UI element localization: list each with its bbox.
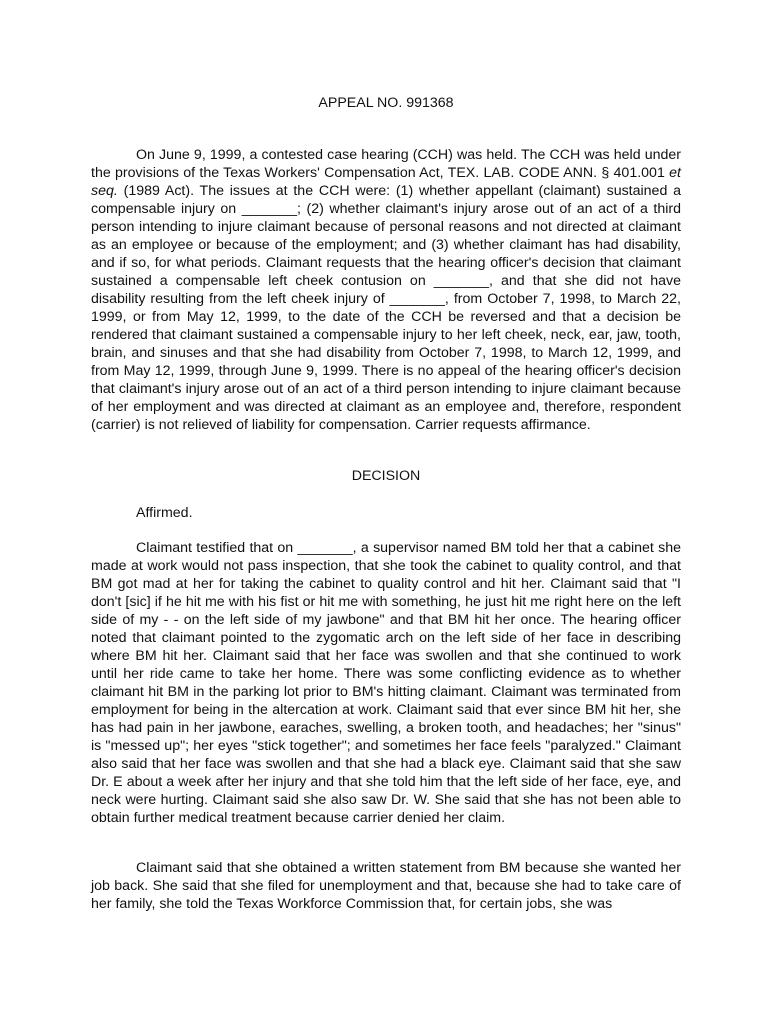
affirmed-text: Affirmed. <box>136 505 193 521</box>
paragraph-statement: Claimant said that she obtained a written statement from BM because she wanted her job back. She said that she filed for unemployment and that, because she had to take care of her family, she told the Texas Workforce Commission that, for certain jobs, she was <box>91 860 681 912</box>
paragraph-testimony: Claimant testified that on _______, a supervisor named BM told her that a cabinet she made at work would not pass inspection, that she took the cabinet to quality control, and that BM got mad at her for taking the cabinet to quality control and hit her. Claimant said that "I don't [sic] if he hit me with his fist or hit me with something, he just hit me right here on the left side of my - - on the left side of my jawbone" and that BM hit her once. The hearing officer noted that claimant pointed to the zygomatic arch on the left side of her face in describing where BM hit her. Claimant said that her face was swollen and that she continued to work until her ride came to take her home. There was some conflicting evidence as to whether claimant hit BM in the parking lot prior to BM's hitting claimant. Claimant was terminated from employment for being in the altercation at work. Claimant said that ever since BM hit her, she has had pain in her jawbone, earaches, swelling, a broken tooth, and headaches; her "sinus" is "messed up"; her eyes "stick together"; and sometimes her face feels "paralyzed." Claimant also said that her face was swollen and that she had a black eye. Claimant said that she saw Dr. E about a week after her injury and that she told him that the left side of her face, eye, and neck were hurting. Claimant said she also saw Dr. W. She said that she has not been able to obtain further medical treatment because carrier denied her claim. <box>91 540 681 826</box>
paragraph1-italic: et seq. <box>91 165 681 199</box>
paragraph1-text-a: On June 9, 1999, a contested case hearing (CCH) was held. The CCH was held under the provisions of the Texas Workers' Compensation Act, TEX. LAB. CODE ANN. § 401.001 <box>91 147 681 181</box>
paragraph1-text-b: (1989 Act). The issues at the CCH were: (1) whether appellant (claimant) sustained a compensable injury on _______; (2) whether claimant's injury arose out of an act of a third person intending to injure claimant because of personal reasons and not directed at claimant as an employee or because of the employment; and (3) whether claimant has had disability, and if so, for what periods. Claimant requests that the hearing officer's decision that claimant sustained a compensable left cheek contusion on _______, and that she did not have disability resulting from the left cheek injury of _______, from October 7, 1998, to March 22, 1999, or from May 12, 1999, to the date of the CCH be reversed and that a decision be rendered that claimant sustained a compensable injury to her left cheek, neck, ear, jaw, tooth, brain, and sinuses and that she had disability from October 7, 1998, to March 12, 1999, and from May 12, 1999, through June 9, 1999. There is no appeal of the hearing officer's decision that claimant's injury arose out of an act of a third person intending to injure claimant because of her employment and was directed at claimant as an employee and, therefore, respondent (carrier) is not relieved of liability for compensation. Carrier requests affirmance. <box>91 183 681 433</box>
paragraph-procedural-history <box>91 146 681 434</box>
decision-heading: DECISION <box>351 468 421 484</box>
appeal-title: APPEAL NO. 991368 <box>318 95 454 111</box>
